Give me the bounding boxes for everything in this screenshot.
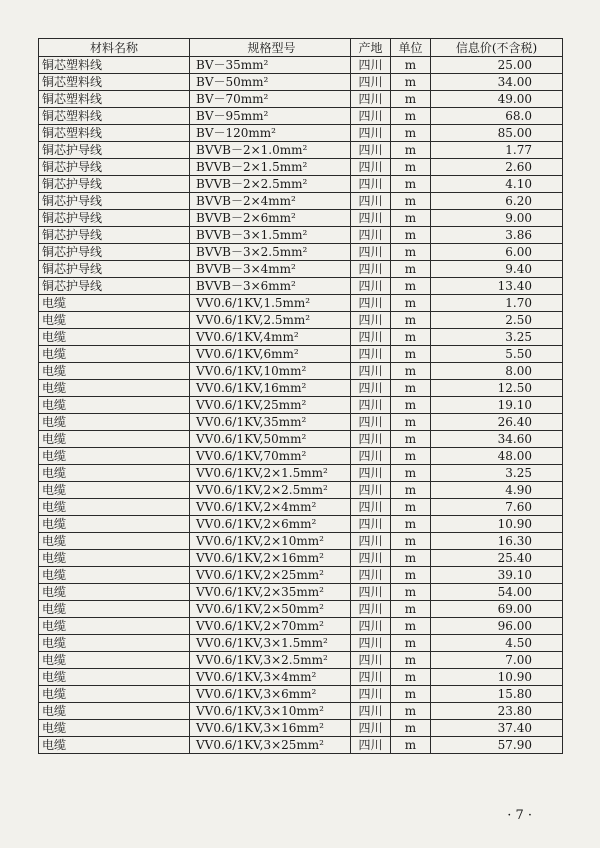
cell-spec-model: VV0.6/1KV,2×25mm² xyxy=(190,567,351,584)
cell-origin: 四川 xyxy=(351,431,391,448)
table-row xyxy=(39,57,563,74)
header-origin: 产地 xyxy=(351,39,391,57)
cell-origin: 四川 xyxy=(351,380,391,397)
cell-unit: m xyxy=(391,652,431,669)
cell-unit: m xyxy=(391,499,431,516)
cell-material-name: 铜芯塑料线 xyxy=(39,74,190,91)
cell-unit: m xyxy=(391,686,431,703)
cell-material-name: 电缆 xyxy=(39,669,190,686)
table-row xyxy=(39,533,563,550)
cell-unit: m xyxy=(391,210,431,227)
cell-origin: 四川 xyxy=(351,618,391,635)
table-row xyxy=(39,584,563,601)
cell-material-name: 电缆 xyxy=(39,465,190,482)
cell-price: 5.50 xyxy=(431,346,563,363)
header-row xyxy=(39,39,563,57)
cell-unit: m xyxy=(391,482,431,499)
cell-origin: 四川 xyxy=(351,125,391,142)
cell-spec-model: VV0.6/1KV,16mm² xyxy=(190,380,351,397)
cell-spec-model: VV0.6/1KV,2.5mm² xyxy=(190,312,351,329)
cell-origin: 四川 xyxy=(351,414,391,431)
cell-spec-model: VV0.6/1KV,2×50mm² xyxy=(190,601,351,618)
cell-origin: 四川 xyxy=(351,720,391,737)
cell-material-name: 电缆 xyxy=(39,346,190,363)
cell-spec-model: VV0.6/1KV,3×4mm² xyxy=(190,669,351,686)
cell-material-name: 电缆 xyxy=(39,737,190,754)
cell-origin: 四川 xyxy=(351,686,391,703)
cell-price: 34.00 xyxy=(431,74,563,91)
cell-spec-model: VV0.6/1KV,10mm² xyxy=(190,363,351,380)
table-row xyxy=(39,669,563,686)
table-row xyxy=(39,261,563,278)
cell-origin: 四川 xyxy=(351,346,391,363)
table-row xyxy=(39,652,563,669)
header-info-price: 信息价(不含税) xyxy=(431,39,563,57)
cell-spec-model: VV0.6/1KV,2×16mm² xyxy=(190,550,351,567)
cell-spec-model: BVVB－2×2.5mm² xyxy=(190,176,351,193)
cell-spec-model: VV0.6/1KV,3×1.5mm² xyxy=(190,635,351,652)
cell-material-name: 电缆 xyxy=(39,584,190,601)
cell-material-name: 电缆 xyxy=(39,601,190,618)
cell-origin: 四川 xyxy=(351,74,391,91)
table-header xyxy=(39,39,563,57)
cell-price: 3.25 xyxy=(431,465,563,482)
cell-price: 37.40 xyxy=(431,720,563,737)
table-row xyxy=(39,737,563,754)
table-row xyxy=(39,210,563,227)
header-spec-model: 规格型号 xyxy=(190,39,351,57)
cell-spec-model: VV0.6/1KV,2×35mm² xyxy=(190,584,351,601)
cell-price: 85.00 xyxy=(431,125,563,142)
cell-spec-model: VV0.6/1KV,50mm² xyxy=(190,431,351,448)
cell-spec-model: VV0.6/1KV,3×10mm² xyxy=(190,703,351,720)
table-row xyxy=(39,482,563,499)
cell-price: 96.00 xyxy=(431,618,563,635)
cell-price: 26.40 xyxy=(431,414,563,431)
cell-material-name: 电缆 xyxy=(39,431,190,448)
cell-material-name: 电缆 xyxy=(39,550,190,567)
cell-material-name: 铜芯塑料线 xyxy=(39,125,190,142)
table-body xyxy=(39,57,563,754)
cell-price: 68.0 xyxy=(431,108,563,125)
cell-material-name: 电缆 xyxy=(39,516,190,533)
cell-origin: 四川 xyxy=(351,227,391,244)
cell-unit: m xyxy=(391,737,431,754)
cell-price: 10.90 xyxy=(431,516,563,533)
table-row xyxy=(39,601,563,618)
cell-material-name: 电缆 xyxy=(39,295,190,312)
cell-origin: 四川 xyxy=(351,550,391,567)
cell-price: 23.80 xyxy=(431,703,563,720)
cell-price: 2.60 xyxy=(431,159,563,176)
table-row xyxy=(39,703,563,720)
cell-spec-model: BV－70mm² xyxy=(190,91,351,108)
cell-origin: 四川 xyxy=(351,584,391,601)
cell-price: 25.40 xyxy=(431,550,563,567)
table-row xyxy=(39,431,563,448)
cell-material-name: 电缆 xyxy=(39,380,190,397)
cell-spec-model: BVVB－2×1.5mm² xyxy=(190,159,351,176)
cell-price: 16.30 xyxy=(431,533,563,550)
cell-material-name: 电缆 xyxy=(39,312,190,329)
cell-spec-model: VV0.6/1KV,4mm² xyxy=(190,329,351,346)
cell-unit: m xyxy=(391,74,431,91)
table-row xyxy=(39,618,563,635)
cell-material-name: 电缆 xyxy=(39,482,190,499)
cell-material-name: 电缆 xyxy=(39,686,190,703)
cell-unit: m xyxy=(391,193,431,210)
cell-spec-model: BVVB－2×4mm² xyxy=(190,193,351,210)
cell-origin: 四川 xyxy=(351,108,391,125)
cell-origin: 四川 xyxy=(351,278,391,295)
cell-material-name: 电缆 xyxy=(39,618,190,635)
table-row xyxy=(39,380,563,397)
cell-material-name: 铜芯护导线 xyxy=(39,244,190,261)
table-row xyxy=(39,448,563,465)
table-row xyxy=(39,397,563,414)
cell-price: 9.00 xyxy=(431,210,563,227)
cell-price: 13.40 xyxy=(431,278,563,295)
cell-origin: 四川 xyxy=(351,635,391,652)
cell-unit: m xyxy=(391,533,431,550)
cell-unit: m xyxy=(391,635,431,652)
cell-origin: 四川 xyxy=(351,91,391,108)
cell-material-name: 电缆 xyxy=(39,567,190,584)
cell-unit: m xyxy=(391,329,431,346)
table-row xyxy=(39,686,563,703)
cell-unit: m xyxy=(391,669,431,686)
page-number: · 7 · xyxy=(507,808,532,823)
cell-price: 4.10 xyxy=(431,176,563,193)
cell-unit: m xyxy=(391,176,431,193)
cell-price: 8.00 xyxy=(431,363,563,380)
cell-material-name: 电缆 xyxy=(39,720,190,737)
cell-spec-model: VV0.6/1KV,6mm² xyxy=(190,346,351,363)
cell-unit: m xyxy=(391,363,431,380)
cell-price: 4.90 xyxy=(431,482,563,499)
cell-unit: m xyxy=(391,601,431,618)
cell-unit: m xyxy=(391,346,431,363)
cell-origin: 四川 xyxy=(351,329,391,346)
cell-price: 6.20 xyxy=(431,193,563,210)
cell-spec-model: VV0.6/1KV,2×70mm² xyxy=(190,618,351,635)
cell-origin: 四川 xyxy=(351,652,391,669)
cell-origin: 四川 xyxy=(351,516,391,533)
cell-origin: 四川 xyxy=(351,312,391,329)
table-row xyxy=(39,278,563,295)
cell-spec-model: VV0.6/1KV,2×6mm² xyxy=(190,516,351,533)
cell-unit: m xyxy=(391,159,431,176)
cell-material-name: 电缆 xyxy=(39,363,190,380)
cell-unit: m xyxy=(391,720,431,737)
cell-unit: m xyxy=(391,57,431,74)
table-row xyxy=(39,159,563,176)
cell-price: 3.86 xyxy=(431,227,563,244)
cell-unit: m xyxy=(391,584,431,601)
cell-origin: 四川 xyxy=(351,159,391,176)
cell-origin: 四川 xyxy=(351,57,391,74)
cell-origin: 四川 xyxy=(351,244,391,261)
cell-origin: 四川 xyxy=(351,465,391,482)
header-material-name: 材料名称 xyxy=(39,39,190,57)
cell-spec-model: BVVB－3×6mm² xyxy=(190,278,351,295)
table-row xyxy=(39,193,563,210)
cell-material-name: 铜芯塑料线 xyxy=(39,91,190,108)
cell-spec-model: VV0.6/1KV,2×1.5mm² xyxy=(190,465,351,482)
cell-price: 2.50 xyxy=(431,312,563,329)
cell-material-name: 电缆 xyxy=(39,448,190,465)
cell-unit: m xyxy=(391,261,431,278)
cell-material-name: 铜芯塑料线 xyxy=(39,108,190,125)
table-row xyxy=(39,312,563,329)
cell-material-name: 铜芯护导线 xyxy=(39,176,190,193)
cell-material-name: 电缆 xyxy=(39,397,190,414)
cell-origin: 四川 xyxy=(351,669,391,686)
cell-material-name: 电缆 xyxy=(39,635,190,652)
table-row xyxy=(39,635,563,652)
cell-spec-model: VV0.6/1KV,3×2.5mm² xyxy=(190,652,351,669)
cell-price: 9.40 xyxy=(431,261,563,278)
table-row xyxy=(39,550,563,567)
cell-material-name: 铜芯塑料线 xyxy=(39,57,190,74)
cell-unit: m xyxy=(391,278,431,295)
cell-spec-model: VV0.6/1KV,70mm² xyxy=(190,448,351,465)
cell-price: 54.00 xyxy=(431,584,563,601)
cell-price: 34.60 xyxy=(431,431,563,448)
cell-origin: 四川 xyxy=(351,737,391,754)
cell-origin: 四川 xyxy=(351,261,391,278)
cell-price: 6.00 xyxy=(431,244,563,261)
cell-price: 12.50 xyxy=(431,380,563,397)
cell-price: 1.77 xyxy=(431,142,563,159)
cell-origin: 四川 xyxy=(351,363,391,380)
table-row xyxy=(39,176,563,193)
table-row xyxy=(39,720,563,737)
cell-material-name: 铜芯护导线 xyxy=(39,193,190,210)
cell-spec-model: VV0.6/1KV,3×6mm² xyxy=(190,686,351,703)
cell-price: 7.60 xyxy=(431,499,563,516)
table-row xyxy=(39,329,563,346)
cell-spec-model: BVVB－3×4mm² xyxy=(190,261,351,278)
cell-price: 25.00 xyxy=(431,57,563,74)
table-row xyxy=(39,244,563,261)
table-row xyxy=(39,414,563,431)
cell-price: 39.10 xyxy=(431,567,563,584)
cell-price: 1.70 xyxy=(431,295,563,312)
cell-unit: m xyxy=(391,703,431,720)
cell-price: 48.00 xyxy=(431,448,563,465)
cell-origin: 四川 xyxy=(351,397,391,414)
cell-spec-model: VV0.6/1KV,2×2.5mm² xyxy=(190,482,351,499)
table-row xyxy=(39,295,563,312)
cell-spec-model: VV0.6/1KV,1.5mm² xyxy=(190,295,351,312)
cell-material-name: 电缆 xyxy=(39,414,190,431)
cell-unit: m xyxy=(391,244,431,261)
cell-origin: 四川 xyxy=(351,567,391,584)
cell-spec-model: BVVB－3×2.5mm² xyxy=(190,244,351,261)
cell-material-name: 铜芯护导线 xyxy=(39,210,190,227)
cell-material-name: 铜芯护导线 xyxy=(39,227,190,244)
table-row xyxy=(39,465,563,482)
cell-unit: m xyxy=(391,397,431,414)
cell-unit: m xyxy=(391,550,431,567)
cell-origin: 四川 xyxy=(351,601,391,618)
cell-material-name: 铜芯护导线 xyxy=(39,142,190,159)
table-row xyxy=(39,516,563,533)
cell-origin: 四川 xyxy=(351,193,391,210)
cell-unit: m xyxy=(391,312,431,329)
table-row xyxy=(39,125,563,142)
cell-unit: m xyxy=(391,227,431,244)
cell-unit: m xyxy=(391,448,431,465)
cell-spec-model: BVVB－3×1.5mm² xyxy=(190,227,351,244)
cell-spec-model: VV0.6/1KV,3×25mm² xyxy=(190,737,351,754)
cell-spec-model: BV－50mm² xyxy=(190,74,351,91)
cell-price: 49.00 xyxy=(431,91,563,108)
cell-unit: m xyxy=(391,380,431,397)
cell-price: 7.00 xyxy=(431,652,563,669)
cell-origin: 四川 xyxy=(351,533,391,550)
cell-origin: 四川 xyxy=(351,295,391,312)
table-row xyxy=(39,142,563,159)
cell-price: 57.90 xyxy=(431,737,563,754)
cell-material-name: 电缆 xyxy=(39,703,190,720)
cell-material-name: 电缆 xyxy=(39,329,190,346)
table-row xyxy=(39,74,563,91)
cell-unit: m xyxy=(391,295,431,312)
cell-unit: m xyxy=(391,618,431,635)
cell-spec-model: VV0.6/1KV,3×16mm² xyxy=(190,720,351,737)
cell-spec-model: VV0.6/1KV,2×4mm² xyxy=(190,499,351,516)
header-unit: 单位 xyxy=(391,39,431,57)
cell-unit: m xyxy=(391,431,431,448)
cell-unit: m xyxy=(391,142,431,159)
cell-price: 15.80 xyxy=(431,686,563,703)
cell-unit: m xyxy=(391,465,431,482)
cell-origin: 四川 xyxy=(351,448,391,465)
table-row xyxy=(39,499,563,516)
cell-unit: m xyxy=(391,567,431,584)
cell-spec-model: BVVB－2×6mm² xyxy=(190,210,351,227)
cell-price: 3.25 xyxy=(431,329,563,346)
cell-spec-model: VV0.6/1KV,2×10mm² xyxy=(190,533,351,550)
cell-spec-model: BVVB－2×1.0mm² xyxy=(190,142,351,159)
cell-unit: m xyxy=(391,516,431,533)
cell-origin: 四川 xyxy=(351,176,391,193)
cell-price: 69.00 xyxy=(431,601,563,618)
cell-spec-model: VV0.6/1KV,35mm² xyxy=(190,414,351,431)
price-table xyxy=(38,38,563,754)
cell-spec-model: BV－120mm² xyxy=(190,125,351,142)
table-row xyxy=(39,108,563,125)
table-row xyxy=(39,567,563,584)
cell-origin: 四川 xyxy=(351,210,391,227)
cell-price: 19.10 xyxy=(431,397,563,414)
cell-spec-model: VV0.6/1KV,25mm² xyxy=(190,397,351,414)
cell-spec-model: BV－95mm² xyxy=(190,108,351,125)
cell-material-name: 铜芯护导线 xyxy=(39,159,190,176)
cell-spec-model: BV－35mm² xyxy=(190,57,351,74)
cell-origin: 四川 xyxy=(351,703,391,720)
cell-price: 4.50 xyxy=(431,635,563,652)
table-row xyxy=(39,363,563,380)
cell-material-name: 铜芯护导线 xyxy=(39,278,190,295)
cell-material-name: 电缆 xyxy=(39,533,190,550)
cell-unit: m xyxy=(391,108,431,125)
cell-origin: 四川 xyxy=(351,482,391,499)
table-row xyxy=(39,346,563,363)
cell-origin: 四川 xyxy=(351,499,391,516)
cell-material-name: 电缆 xyxy=(39,499,190,516)
cell-unit: m xyxy=(391,125,431,142)
cell-origin: 四川 xyxy=(351,142,391,159)
table-row xyxy=(39,227,563,244)
cell-material-name: 铜芯护导线 xyxy=(39,261,190,278)
cell-unit: m xyxy=(391,414,431,431)
cell-price: 10.90 xyxy=(431,669,563,686)
cell-material-name: 电缆 xyxy=(39,652,190,669)
cell-unit: m xyxy=(391,91,431,108)
table-row xyxy=(39,91,563,108)
